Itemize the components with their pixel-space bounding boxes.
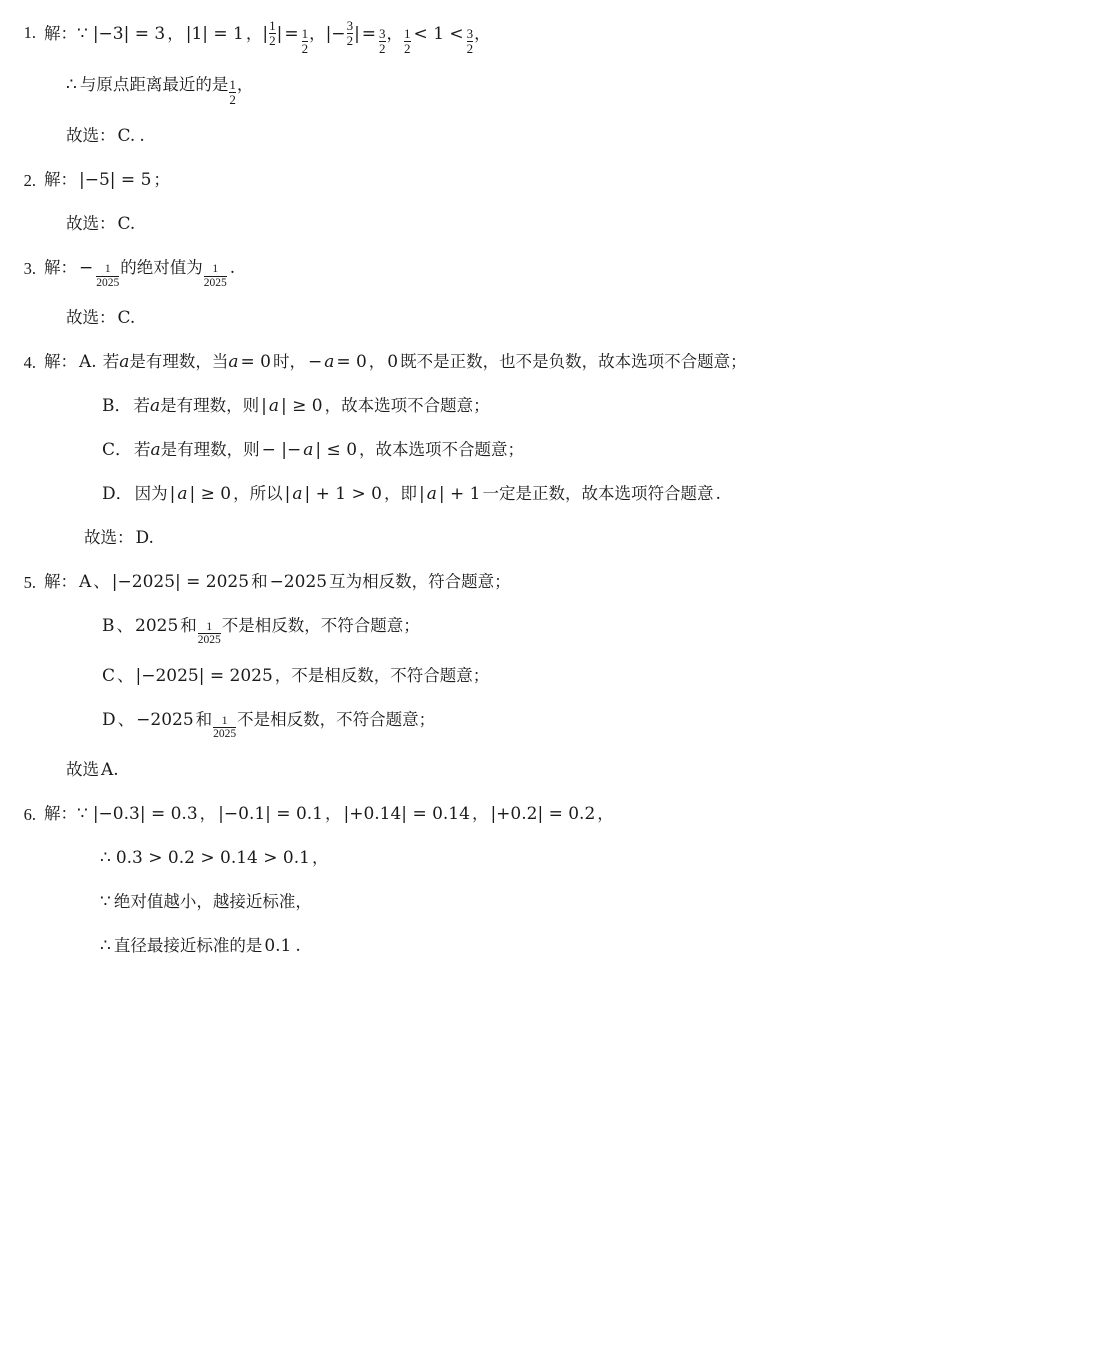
solution-line [10, 348, 1072, 378]
chinese-text: 故选： [66, 214, 116, 234]
item-number: 4. [23, 353, 36, 372]
solution-item [10, 348, 1072, 554]
math-symbol: ∵ [100, 891, 111, 912]
math-expression: = [361, 24, 377, 45]
math-variable: a [292, 484, 303, 504]
chinese-text: 与原点距离最近的是 [79, 75, 229, 95]
chinese-text: ，不是相反数，不符合题意； [274, 665, 490, 685]
solution-line [10, 706, 1072, 742]
chinese-text: 解： [44, 24, 77, 44]
math-symbol: ∴ [66, 75, 77, 96]
math-expression: |−0.3| = 0.3 [92, 803, 198, 824]
solution-item [10, 800, 1072, 962]
line-content [44, 348, 1072, 374]
math-symbol: ∴ [100, 935, 111, 956]
fraction-numerator: 3 [466, 26, 474, 42]
line-content [44, 524, 1072, 550]
math-expression: . [229, 258, 236, 279]
fraction [212, 716, 237, 742]
fraction [466, 28, 475, 57]
line-content [44, 932, 1072, 958]
chinese-text: 互为相反数，符合题意； [329, 572, 511, 591]
solution-item [10, 166, 1072, 240]
chinese-text: 既不是正数，也不是负数，故本选项不合题意； [400, 352, 747, 371]
math-expression: | [418, 484, 425, 504]
math-expression: B． [102, 396, 132, 416]
math-variable: a [303, 440, 314, 460]
fraction-numerator: 1 [229, 77, 236, 93]
fraction [403, 28, 412, 57]
line-content [44, 706, 1072, 742]
line-content [44, 392, 1072, 418]
line-content [44, 662, 1072, 688]
math-expression: C. [117, 126, 136, 147]
math-expression: B [102, 616, 115, 636]
chinese-text: ； [153, 170, 170, 190]
chinese-text: 若 [134, 440, 151, 459]
fraction-numerator: 1 [404, 26, 411, 42]
solution-line [10, 210, 1072, 240]
math-expression: < 1 < [413, 24, 464, 45]
math-expression: . [295, 935, 301, 956]
math-variable: a [119, 352, 130, 372]
chinese-text: ， [309, 24, 326, 44]
math-expression: D [102, 709, 116, 730]
solution-line [10, 888, 1072, 918]
chinese-text: ， [311, 847, 329, 867]
math-expression: | [169, 484, 176, 504]
math-expression: | ≥ 0 [281, 396, 323, 416]
math-expression: | ≤ 0 [315, 440, 358, 460]
math-expression: = 0 [336, 352, 367, 372]
math-expression: = 0 [240, 352, 271, 372]
math-symbol: ∵ [77, 24, 88, 45]
math-expression: C． [102, 440, 133, 460]
chinese-text: 和 [180, 616, 197, 635]
math-variable: a [150, 440, 161, 460]
math-expression: C. [117, 308, 136, 328]
math-expression: |−0.1| = 0.1 [218, 803, 323, 824]
chinese-text: ，故本选项不合题意； [324, 396, 490, 415]
chinese-text: 、 [93, 572, 110, 591]
chinese-text: 绝对值越小，越接近标准， [113, 891, 312, 911]
math-expression: | + 1 [438, 484, 481, 504]
fraction-numerator: 3 [379, 26, 386, 42]
line-content [44, 800, 1072, 826]
math-expression: A [79, 572, 92, 592]
item-number: 6. [23, 804, 36, 824]
fraction-denominator: 2025 [203, 276, 227, 289]
solution-line [10, 304, 1072, 334]
chinese-text: 解： [44, 170, 77, 190]
chinese-text: ， [597, 803, 614, 823]
math-symbol: ∵ [77, 803, 88, 824]
fraction-denominator: 2025 [96, 276, 120, 289]
chinese-text: ， [167, 24, 184, 44]
math-variable: a [268, 396, 280, 416]
line-content [44, 436, 1072, 462]
chinese-text: 解： [44, 352, 77, 371]
fraction-numerator: 1 [269, 18, 276, 33]
math-expression: | [261, 396, 267, 416]
solution-line [10, 662, 1072, 692]
solution-line [10, 844, 1072, 874]
math-expression: −2025 [269, 572, 328, 592]
fraction-denominator: 2025 [213, 728, 237, 741]
chinese-text: ， [236, 75, 254, 95]
chinese-text: ，即 [383, 484, 417, 503]
math-expression: | + 1 > 0 [304, 484, 382, 504]
chinese-text: 解： [44, 572, 77, 591]
fraction-numerator: 1 [206, 621, 213, 633]
chinese-text: 一定是正数，故本选项符合题意 [482, 484, 714, 503]
item-number: 2. [23, 171, 36, 191]
math-variable: a [324, 352, 335, 372]
fraction-numerator: 1 [104, 263, 111, 276]
math-expression: |−2025| = 2025 [111, 572, 250, 592]
chinese-text: 、 [117, 709, 135, 729]
chinese-text: ， [368, 352, 386, 371]
math-variable: a [426, 484, 437, 504]
chinese-text: 、 [116, 616, 133, 635]
chinese-text: 和 [195, 709, 213, 729]
solution-line [10, 524, 1072, 554]
fraction-denominator: 2 [229, 92, 236, 108]
fraction [95, 264, 120, 290]
math-expression: 2025 [135, 616, 179, 636]
chinese-text: 是有理数，则 [160, 440, 260, 459]
chinese-text: 故选： [66, 308, 116, 327]
fraction-numerator: 1 [301, 26, 309, 42]
line-content [44, 480, 1072, 506]
line-content [44, 254, 1072, 290]
chinese-text: 故选： [66, 126, 116, 146]
math-expression: |+0.2| = 0.2 [490, 803, 596, 824]
math-expression: A. [79, 352, 97, 372]
solution-item [10, 568, 1072, 786]
chinese-text: ， [386, 24, 404, 44]
chinese-text: 是有理数，则 [160, 396, 260, 415]
fraction [228, 79, 237, 108]
chinese-text: 不是相反数，不符合题意； [237, 709, 436, 729]
math-variable: a [177, 484, 188, 504]
math-expression: D. [135, 528, 154, 548]
fraction-denominator: 2 [379, 41, 386, 57]
fraction-denominator: 2 [404, 41, 411, 57]
fraction-numerator: 1 [221, 714, 228, 727]
math-expression: −2025 [136, 709, 194, 730]
math-symbol: ∴ [100, 847, 111, 868]
fraction: |− $\frac{3}{2}$ | [325, 18, 360, 49]
math-expression: |+0.14| = 0.14 [343, 803, 470, 824]
math-expression: |−5| = 5 [79, 170, 152, 191]
solution-line [10, 392, 1072, 422]
fraction-denominator: 2 [301, 41, 309, 57]
chinese-text: ， [471, 803, 489, 823]
math-expression: D． [102, 484, 133, 504]
fraction-denominator: 2025 [197, 634, 221, 647]
math-variable: a [228, 352, 239, 372]
chinese-text: 故选 [66, 759, 99, 779]
math-expression: − [307, 352, 323, 372]
chinese-text: 直径最接近标准的是 [113, 935, 263, 955]
math-expression: C [102, 665, 116, 686]
chinese-text: 解： [44, 258, 77, 278]
solution-line [10, 932, 1072, 962]
line-content [44, 18, 1072, 57]
chinese-text: 、 [117, 665, 134, 685]
item-number: 3. [23, 259, 36, 279]
solution-item [10, 254, 1072, 334]
item-number: 5. [23, 573, 36, 592]
line-content [44, 210, 1072, 236]
math-expression: = [284, 24, 299, 45]
chinese-text: ，所以 [233, 484, 283, 503]
math-expression: | ≥ 0 [189, 484, 232, 504]
solution-line [10, 166, 1072, 196]
solution-line [10, 612, 1072, 648]
chinese-text: 若 [102, 352, 120, 371]
line-content [44, 122, 1072, 148]
line-content [44, 612, 1072, 648]
fraction [378, 28, 387, 57]
solution-item [10, 18, 1072, 152]
fraction [301, 28, 310, 57]
item-number: 1. [23, 23, 36, 42]
solution-line [10, 480, 1072, 510]
math-expression: 0 [387, 352, 399, 372]
math-expression: − |− [261, 440, 302, 460]
solutions-list [10, 18, 1072, 962]
chinese-text: 不是相反数，不符合题意； [221, 616, 420, 635]
math-expression: . [715, 484, 721, 504]
chinese-text: 的绝对值为 [120, 258, 203, 278]
line-content [44, 166, 1072, 192]
math-expression: | [284, 484, 291, 504]
chinese-text: 是有理数，当 [129, 352, 229, 371]
math-expression: |1| = 1 [185, 24, 244, 45]
chinese-text: ，故本选项不合题意； [359, 440, 525, 459]
chinese-text: 故选： [84, 528, 134, 547]
math-expression: A. [101, 759, 119, 780]
fraction-denominator: 2 [269, 33, 276, 49]
line-content [44, 568, 1072, 594]
math-expression: 0.1 [264, 935, 292, 956]
chinese-text: 若 [133, 396, 150, 415]
chinese-text: ， [324, 803, 342, 823]
line-content [44, 304, 1072, 330]
fraction-numerator: 1 [212, 263, 219, 276]
solution-line [10, 800, 1072, 830]
solution-line [10, 756, 1072, 786]
chinese-text: 解： [44, 803, 77, 823]
fraction: | $\frac{1}{2}$ | [262, 18, 283, 49]
math-expression: . [139, 126, 145, 147]
fraction [203, 264, 228, 290]
solution-line [10, 254, 1072, 290]
chinese-text: ， [474, 24, 491, 44]
solution-line [10, 71, 1072, 108]
line-content [44, 756, 1072, 782]
solution-line [10, 122, 1072, 152]
fraction-denominator: 2 [466, 41, 474, 57]
chinese-text: 因为 [134, 484, 168, 503]
math-expression: |−3| = 3 [92, 24, 166, 45]
math-expression: − [79, 258, 94, 279]
line-content [44, 888, 1072, 914]
solution-line [10, 568, 1072, 598]
solution-line [10, 18, 1072, 57]
line-content [44, 844, 1072, 870]
math-variable: a [150, 396, 161, 416]
line-content [44, 71, 1072, 108]
chinese-text: ， [245, 24, 263, 44]
fraction-denominator: 2 [346, 33, 354, 49]
chinese-text: 和 [251, 572, 268, 591]
math-expression: 0.3 > 0.2 > 0.14 > 0.1 [115, 847, 310, 868]
chinese-text: 时， [272, 352, 306, 371]
fraction [197, 622, 222, 648]
math-expression: |−2025| = 2025 [135, 665, 273, 686]
solution-line [10, 436, 1072, 466]
math-expression: C. [117, 214, 136, 235]
chinese-text: ， [199, 803, 217, 823]
fraction-numerator: 3 [346, 18, 354, 33]
